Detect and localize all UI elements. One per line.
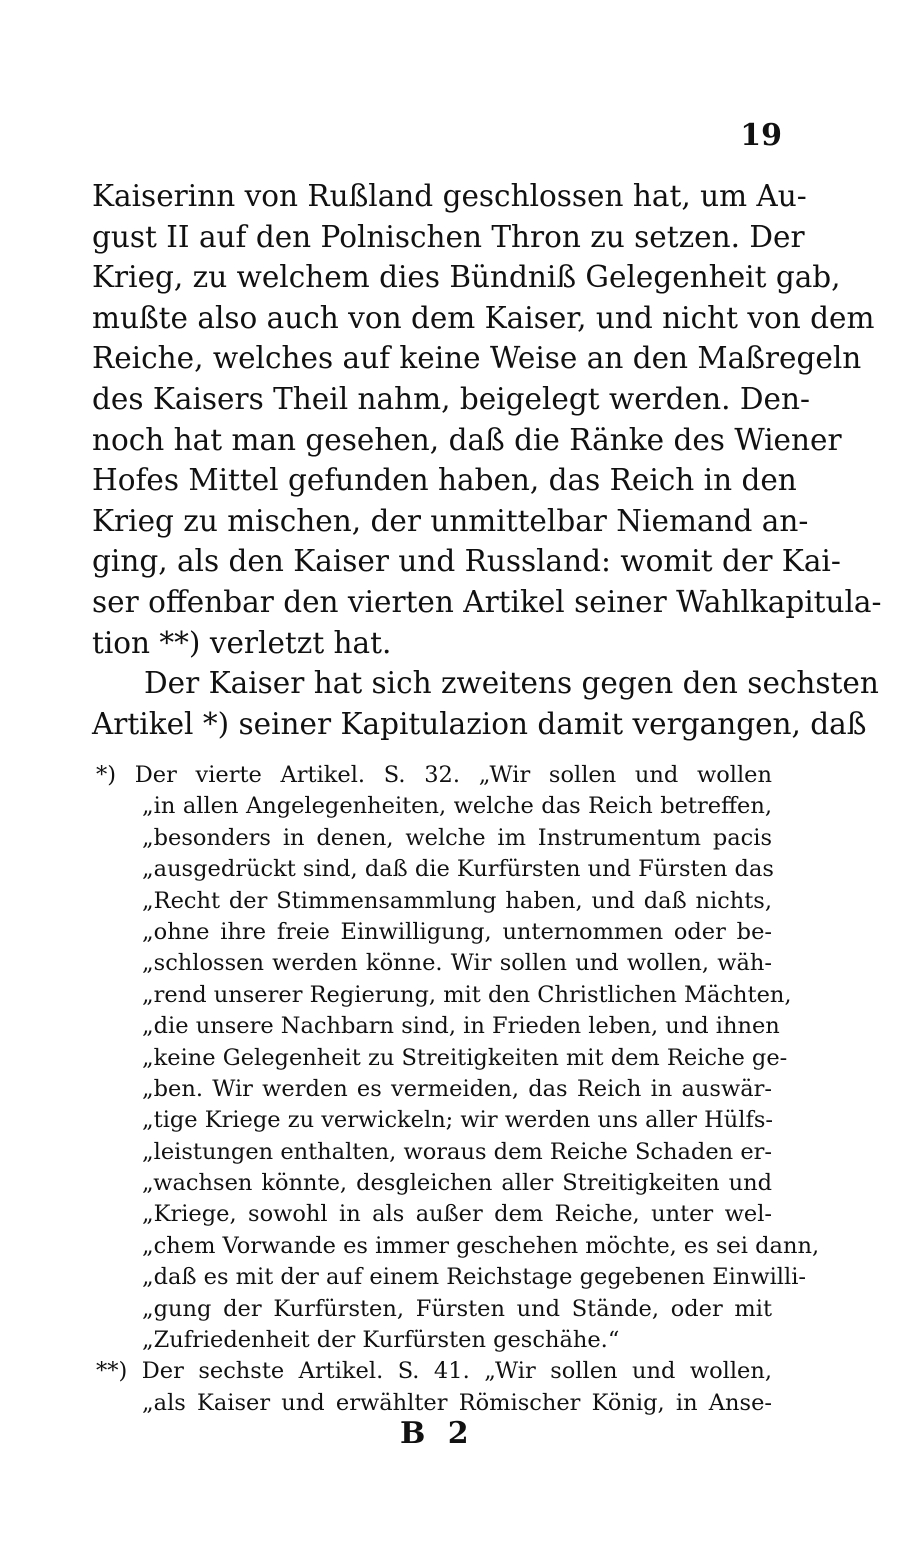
footnote-line: „wachsen könnte, desgleichen aller Streitigkeiten und <box>142 1170 772 1197</box>
footnote-line: „Recht der Stimmensammlung haben, und daß nichts, <box>142 887 772 914</box>
main-text-line: noch hat man gesehen, daß die Ränke des Wiener <box>92 422 842 457</box>
main-text-line: Der Kaiser hat sich zweitens gegen den sechsten <box>144 666 879 701</box>
page-number: 19 <box>740 118 782 153</box>
footnotes <box>96 760 820 1419</box>
main-text-line: Krieg, zu welchem dies Bündniß Gelegenheit gab, <box>92 260 841 295</box>
footnote-line: „schlossen werden könne. Wir sollen und wollen, wäh- <box>142 950 772 977</box>
footnote-line: „Zufriedenheit der Kurfürsten geschähe.“ <box>142 1327 620 1354</box>
main-text-line: Reiche, welches auf keine Weise an den Maßregeln <box>92 341 862 376</box>
footnote-line: „ohne ihre freie Einwilligung, unternommen oder be- <box>142 918 772 945</box>
footnote-line: „in allen Angelegenheiten, welche das Reich betreffen, <box>142 793 772 820</box>
main-text-line: ser offenbar den vierten Artikel seiner Wahlkapitula- <box>92 584 882 619</box>
main-text-line: gust II auf den Polnischen Thron zu setzen. Der <box>92 219 805 254</box>
main-text-line: mußte also auch von dem Kaiser, und nicht von dem <box>92 300 875 335</box>
main-text-line: des Kaisers Theil nahm, beigelegt werden. Den- <box>92 381 810 416</box>
footnote-line: „rend unserer Regierung, mit den Christlichen Mächten, <box>142 981 792 1008</box>
main-text-line: ging, als den Kaiser und Russland: womit der Kai- <box>92 544 841 579</box>
main-text-line: Krieg zu mischen, der unmittelbar Niemand an- <box>92 503 809 538</box>
main-text-line: tion **) verletzt hat. <box>92 625 392 660</box>
footnote-line: „ben. Wir werden es vermeiden, das Reich in auswär- <box>142 1075 772 1102</box>
footnote-line: „die unsere Nachbarn sind, in Frieden leben, und ihnen <box>142 1013 780 1040</box>
footnote-line: „gung der Kurfürsten, Fürsten und Stände, oder mit <box>142 1295 772 1322</box>
footnote-line: „als Kaiser und erwählter Römischer König, in Anse- <box>142 1389 772 1416</box>
footnote-line: „ausgedrückt sind, daß die Kurfürsten und Fürsten das <box>142 856 774 883</box>
footnote-line: „chem Vorwande es immer geschehen möchte, es sei dann, <box>142 1232 820 1259</box>
signature-mark: B 2 <box>400 1416 475 1451</box>
main-text-line: Hofes Mittel gefunden haben, das Reich in den <box>92 463 797 498</box>
footnote-line: **) Der sechste Artikel. S. 41. „Wir sollen und wollen, <box>96 1358 772 1385</box>
footnote-line: „Kriege, sowohl in als außer dem Reiche, unter wel- <box>142 1201 772 1228</box>
main-text-block <box>92 176 882 744</box>
main-text-line: Artikel *) seiner Kapitulazion damit vergangen, daß <box>92 706 867 741</box>
footnote-line: „besonders in denen, welche im Instrumentum pacis <box>142 824 772 851</box>
main-text-line: Kaiserinn von Rußland geschlossen hat, um Au- <box>92 179 807 213</box>
footnote-line: „leistungen enthalten, woraus dem Reiche Schaden er- <box>142 1138 772 1165</box>
footnote-line: *) Der vierte Artikel. S. 32. „Wir sollen und wollen <box>96 762 772 788</box>
footnote-line: „keine Gelegenheit zu Streitigkeiten mit dem Reiche ge- <box>142 1044 788 1071</box>
footnote-line: „tige Kriege zu verwickeln; wir werden uns aller Hülfs- <box>142 1107 773 1134</box>
footnote-line: „daß es mit der auf einem Reichstage gegebenen Einwilli- <box>142 1264 806 1291</box>
